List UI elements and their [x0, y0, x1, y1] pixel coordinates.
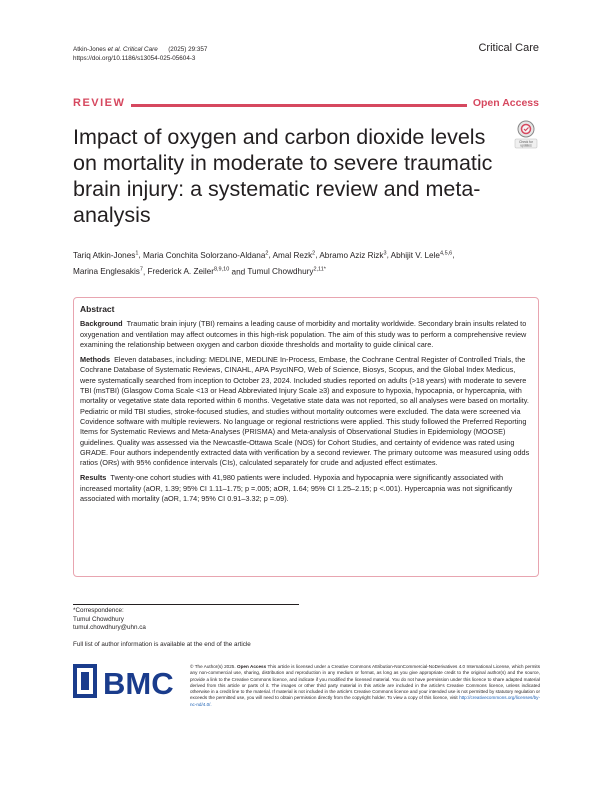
background-label: Background — [80, 319, 123, 329]
citation-authors: Atkin-Jones — [73, 46, 108, 53]
author-name-text: Abhijit V. Lele — [390, 250, 440, 260]
journal-name: Critical Care — [478, 42, 539, 54]
author-name[interactable] — [73, 267, 143, 276]
badge-line1: Check for — [519, 140, 533, 144]
author-name-text: Maria Conchita Solorzano-Aldana — [142, 250, 266, 260]
section-bar — [73, 97, 539, 113]
author-affiliation: 3 — [383, 250, 387, 256]
author-name[interactable] — [148, 267, 230, 276]
citation-meta — [73, 45, 207, 63]
abstract-background — [80, 319, 530, 350]
footnote-rule — [73, 604, 299, 605]
doi-link[interactable]: https://doi.org/10.1186/s13054-025-05604-3 — [73, 55, 196, 62]
author-info-note: Full list of author information is available at the end of the article — [73, 641, 251, 648]
author-list: Tariq Atkin-Jones$^1$, Maria Conchita Solorzano-Aldana$^2$, Amal Rezk$^2$, Abramo Aziz Rizk$^3$, Abhijit V. Lele$^{4,5,6}$, Marina Englesakis$^7$, Frederick A. Zeiler$^{8,9,10}$ and Tumul Chowdhury$^{2,11*}$ — [73, 250, 455, 277]
author-affiliation: 7 — [139, 266, 143, 273]
correspondence-name: Tumul Chowdhury — [73, 615, 124, 623]
background-text: Traumatic brain injury (TBI) remains a leading cause of morbidity and mortality worldwide. Secondary brain insults related to oxygenation and ventilation may affect outcomes in this high-risk population. The aim of this study was to perform a comprehensive review examining the relationship between oxygen and carbon dioxide thresholds and mortality to guide clinical care. — [80, 319, 527, 349]
abstract-heading: Abstract — [80, 304, 115, 314]
author-affiliation: 1 — [135, 250, 139, 256]
author-name-text: Marina Englesakis — [73, 267, 140, 277]
author-affiliation: 2 — [265, 250, 269, 256]
abstract-results — [80, 473, 530, 504]
author-name-text: Tariq Atkin-Jones — [73, 250, 136, 260]
author-name[interactable] — [247, 267, 326, 276]
article-type-label: REVIEW — [73, 97, 131, 109]
methods-text: Eleven databases, including: MEDLINE, MEDLINE In-Process, Embase, the Cochrane Central Register of Controlled Trials, the Cochrane Database of Systematic Reviews, CINAHL, APA PsycINFO, Web of Science, Biosys, Scopus, and the Global Index Medicus, were systematically searched from inception to October 23, 2024. Included studies reported on adults (>18 years) with moderate to severe TBI (msTBI) (Glasgow Coma Scale <13 or Head Abbreviated Injury Scale ≥3) and exposure to hypoxia, hypocapnia, or hypercapnia, with mortality or vegetative state data reported within 6 months. Vegetative state data was not reported, so all analyses were based on mortality. Pediatric or mild TBI studies, stroke-focused studies, and studies without mortality outcomes were excluded. The data were screened via Covidence software with multiple reviewers. No language or regional restrictions were applied. This study followed the Preferred Reporting Items for Systematic Reviews and Meta-Analyses (PRISMA) and Meta-analysis of Observational Studies in Epidemiology (MOOSE) guidelines. Quality was assessed via the Newcastle-Ottawa Scale (NOS) for Cohort Studies, and certainty of evidence was rated using GRADE. Four authors independently extracted data with verification by a second reviewer. The primary outcome was measured using odds ratios (ORs) with 95% confidence intervals (CIs), calculated separately for crude and adjusted effect estimates. — [80, 355, 530, 468]
citation-year: (2025) 29:357 — [168, 46, 208, 53]
correspondence-label: *Correspondence: — [73, 607, 124, 614]
author-name-text: Abramo Aziz Rizk — [319, 250, 384, 260]
bmc-logo — [73, 662, 173, 700]
open-access-label: Open Access — [467, 97, 539, 109]
license-copyright: © The Author(s) 2025. — [190, 664, 236, 669]
article-title: Impact of oxygen and carbon dioxide levels on mortality in moderate to severe traumatic brain injury: a systematic review and meta-analysis — [73, 125, 493, 227]
license-text — [190, 664, 540, 708]
author-affiliation: 2 — [312, 250, 316, 256]
license-open-access: Open Access — [237, 664, 267, 669]
badge-line2: updates — [520, 143, 532, 148]
abstract-methods — [80, 355, 530, 468]
author-name[interactable] — [143, 251, 269, 260]
author-affiliation: 4,5,6 — [439, 250, 453, 256]
bmc-logo-text: BMC — [103, 666, 173, 700]
license-link[interactable]: http://creativecommons.org/licenses/by-nc-nd/4.0/. — [190, 695, 540, 707]
author-name[interactable] — [73, 251, 138, 260]
author-affiliation: 8,9,10 — [213, 266, 230, 273]
author-name-text: Tumul Chowdhury — [247, 267, 314, 277]
author-affiliation: 2,11* — [313, 266, 326, 273]
abstract-box — [73, 297, 539, 577]
results-label: Results — [80, 473, 107, 483]
results-text: Twenty-one cohort studies with 41,980 patients were included. Hypoxia and hypocapnia were significantly associated with increased mortality (aOR, 1.39; 95% CI 1.11–1.75; p =.005; aOR, 1.64; 95% CI 1.25–2.15; p <.001). Hypercapnia was not significantly associated with mortality (aOR, 1.74; 95% CI 0.91–3.32; p =.09). — [80, 473, 513, 504]
author-name[interactable] — [273, 251, 316, 260]
methods-label: Methods — [80, 355, 110, 365]
license-body: This article is licensed under a Creative Commons Attribution-NonCommercial-NoDerivatives 4.0 International License, which permits any non-commercial use, sharing, distribution and reproduction in any medium or format, as long as you give appropriate credit to the original author(s) and the source, provide a link to the Creative Commons licence, and indicate if you modified the licensed material. You do not have permission under this licence to share adapted material derived from this article or parts of it. The images or other third party material in this article are included in the article's Creative Commons licence, unless indicated otherwise in a credit line to the material. If material is not included in the article's Creative Commons licence and your intended use is not permitted by statutory regulation or exceeds the permitted use, you will need to obtain permission directly from the copyright holder. To view a copy of this licence, visit — [190, 664, 540, 701]
correspondence-block — [73, 607, 146, 633]
check-for-updates-badge[interactable] — [513, 119, 539, 149]
bmc-logo-icon — [73, 662, 173, 700]
correspondence-email[interactable]: tumul.chowdhury@uhn.ca — [73, 624, 146, 631]
author-name-text: Frederick A. Zeiler — [147, 267, 214, 277]
author-name[interactable] — [391, 251, 453, 260]
check-updates-icon — [513, 119, 539, 149]
citation-journal: et al. Critical Care — [107, 46, 158, 53]
author-name-text: Amal Rezk — [272, 250, 313, 260]
author-name[interactable] — [319, 251, 386, 260]
